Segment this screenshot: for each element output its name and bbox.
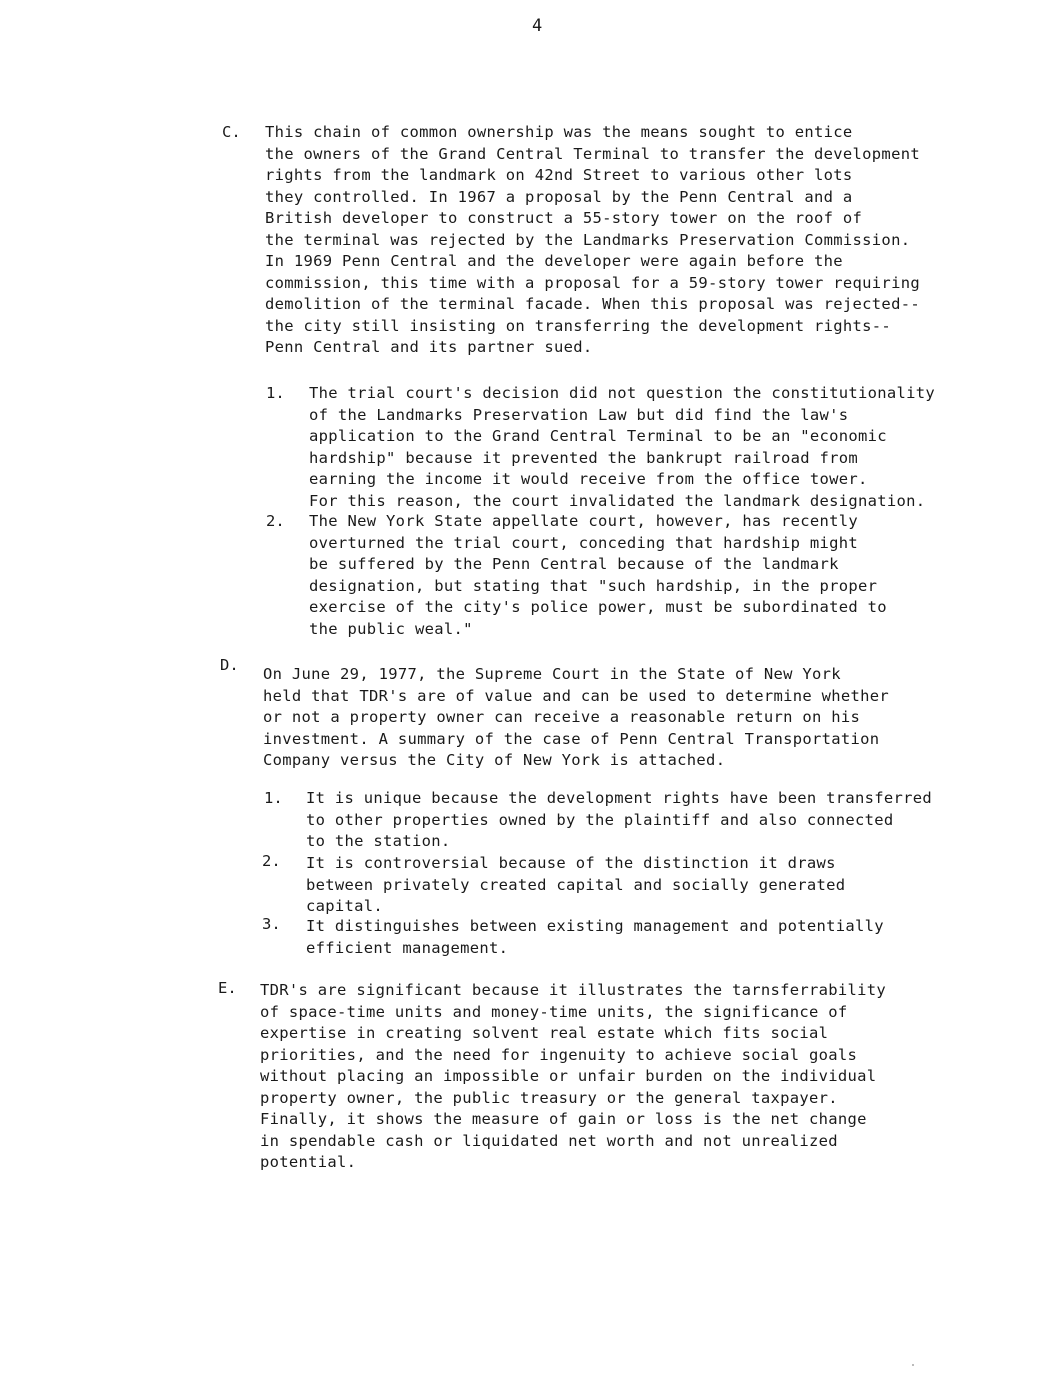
- item-d3-marker: 3.: [262, 915, 281, 933]
- paragraph-line: On June 29, 1977, the Supreme Court in the State of New York: [263, 665, 841, 683]
- item-line: to the station.: [306, 832, 451, 850]
- paragraph-line: commission, this time with a proposal for a 59-story tower requiring: [265, 273, 920, 292]
- item-line: exercise of the city's police power, must be subordinated to: [309, 598, 887, 616]
- item-line: It is unique because the development rights have been transferred: [306, 789, 933, 807]
- item-d2-text: [306, 853, 845, 918]
- item-line: the public weal.": [309, 619, 473, 638]
- item-line: be suffered by the Penn Central because of the landmark: [309, 555, 839, 573]
- item-line: It distinguishes between existing management and potentially: [306, 917, 884, 935]
- item-line: overturned the trial court, conceding that hardship might: [309, 533, 859, 552]
- item-line: designation, but stating that "such hardship, in the proper: [309, 576, 878, 595]
- paragraph-line: they controlled. In 1967 a proposal by the Penn Central and a: [265, 187, 853, 206]
- section-e-paragraph: [260, 980, 886, 1174]
- item-line: hardship" because it prevented the bankrupt railroad from: [309, 448, 859, 467]
- item-d2-marker: 2.: [262, 852, 281, 870]
- paragraph-line: the owners of the Grand Central Terminal to transfer the development: [265, 144, 920, 163]
- section-d-marker: D.: [220, 656, 239, 674]
- paragraph-line: In 1969 Penn Central and the developer were again before the: [265, 252, 843, 270]
- item-line: earning the income it would receive from the office tower.: [309, 470, 868, 488]
- paragraph-line: investment. A summary of the case of Penn Central Transportation: [263, 729, 880, 748]
- item-line: It is controversial because of the distinction it draws: [306, 854, 836, 872]
- paragraph-line: the terminal was rejected by the Landmarks Preservation Commission.: [265, 230, 911, 249]
- item-c2-text: [309, 511, 887, 640]
- paragraph-line: This chain of common ownership was the means sought to entice: [265, 123, 853, 141]
- paragraph-line: priorities, and the need for ingenuity to achieve social goals: [260, 1045, 858, 1064]
- item-c1-marker: 1.: [266, 384, 285, 402]
- page-number: 4: [532, 16, 543, 36]
- item-c2-marker: 2.: [266, 512, 285, 530]
- paragraph-line: Penn Central and its partner sued.: [265, 338, 593, 356]
- paragraph-line: held that TDR's are of value and can be used to determine whether: [263, 686, 890, 705]
- paragraph-line: potential.: [260, 1153, 357, 1171]
- scan-speck: [912, 1364, 914, 1366]
- item-d1-text: [306, 788, 932, 853]
- paragraph-line: Finally, it shows the measure of gain or loss is the net change: [260, 1110, 867, 1128]
- paragraph-line: Company versus the City of New York is attached.: [263, 751, 726, 769]
- paragraph-line: of space-time units and money-time units, the significance of: [260, 1002, 848, 1021]
- item-line: The trial court's decision did not question the constitutionality: [309, 384, 936, 402]
- paragraph-line: the city still insisting on transferring the development rights--: [265, 316, 892, 335]
- paragraph-line: expertise in creating solvent real estate which fits social: [260, 1024, 829, 1042]
- item-line: efficient management.: [306, 938, 509, 957]
- section-d-paragraph: [263, 664, 889, 772]
- paragraph-line: or not a property owner can receive a reasonable return on his: [263, 708, 861, 726]
- section-c-paragraph: [265, 122, 920, 359]
- paragraph-line: TDR's are significant because it illustrates the tarnsferrability: [260, 981, 887, 999]
- paragraph-line: without placing an impossible or unfair burden on the individual: [260, 1067, 877, 1085]
- item-line: For this reason, the court invalidated the landmark designation.: [309, 491, 926, 510]
- paragraph-line: demolition of the terminal facade. When this proposal was rejected--: [265, 295, 920, 313]
- paragraph-line: in spendable cash or liquidated net worth and not unrealized: [260, 1131, 838, 1150]
- item-line: application to the Grand Central Terminal to be an "economic: [309, 427, 887, 445]
- item-c1-text: [309, 383, 935, 512]
- paragraph-line: property owner, the public treasury or the general taxpayer.: [260, 1088, 838, 1107]
- item-line: between privately created capital and socially generated: [306, 875, 846, 894]
- item-line: to other properties owned by the plaintiff and also connected: [306, 810, 894, 829]
- item-d1-marker: 1.: [264, 789, 283, 807]
- paragraph-line: rights from the landmark on 42nd Street to various other lots: [265, 166, 853, 184]
- item-line: The New York State appellate court, however, has recently: [309, 512, 859, 530]
- section-e-marker: E.: [218, 979, 237, 997]
- item-line: of the Landmarks Preservation Law but did find the law's: [309, 405, 849, 424]
- paragraph-line: British developer to construct a 55-story tower on the roof of: [265, 209, 863, 227]
- item-d3-text: [306, 916, 884, 959]
- item-line: capital.: [306, 897, 384, 915]
- section-c-marker: C.: [222, 123, 241, 141]
